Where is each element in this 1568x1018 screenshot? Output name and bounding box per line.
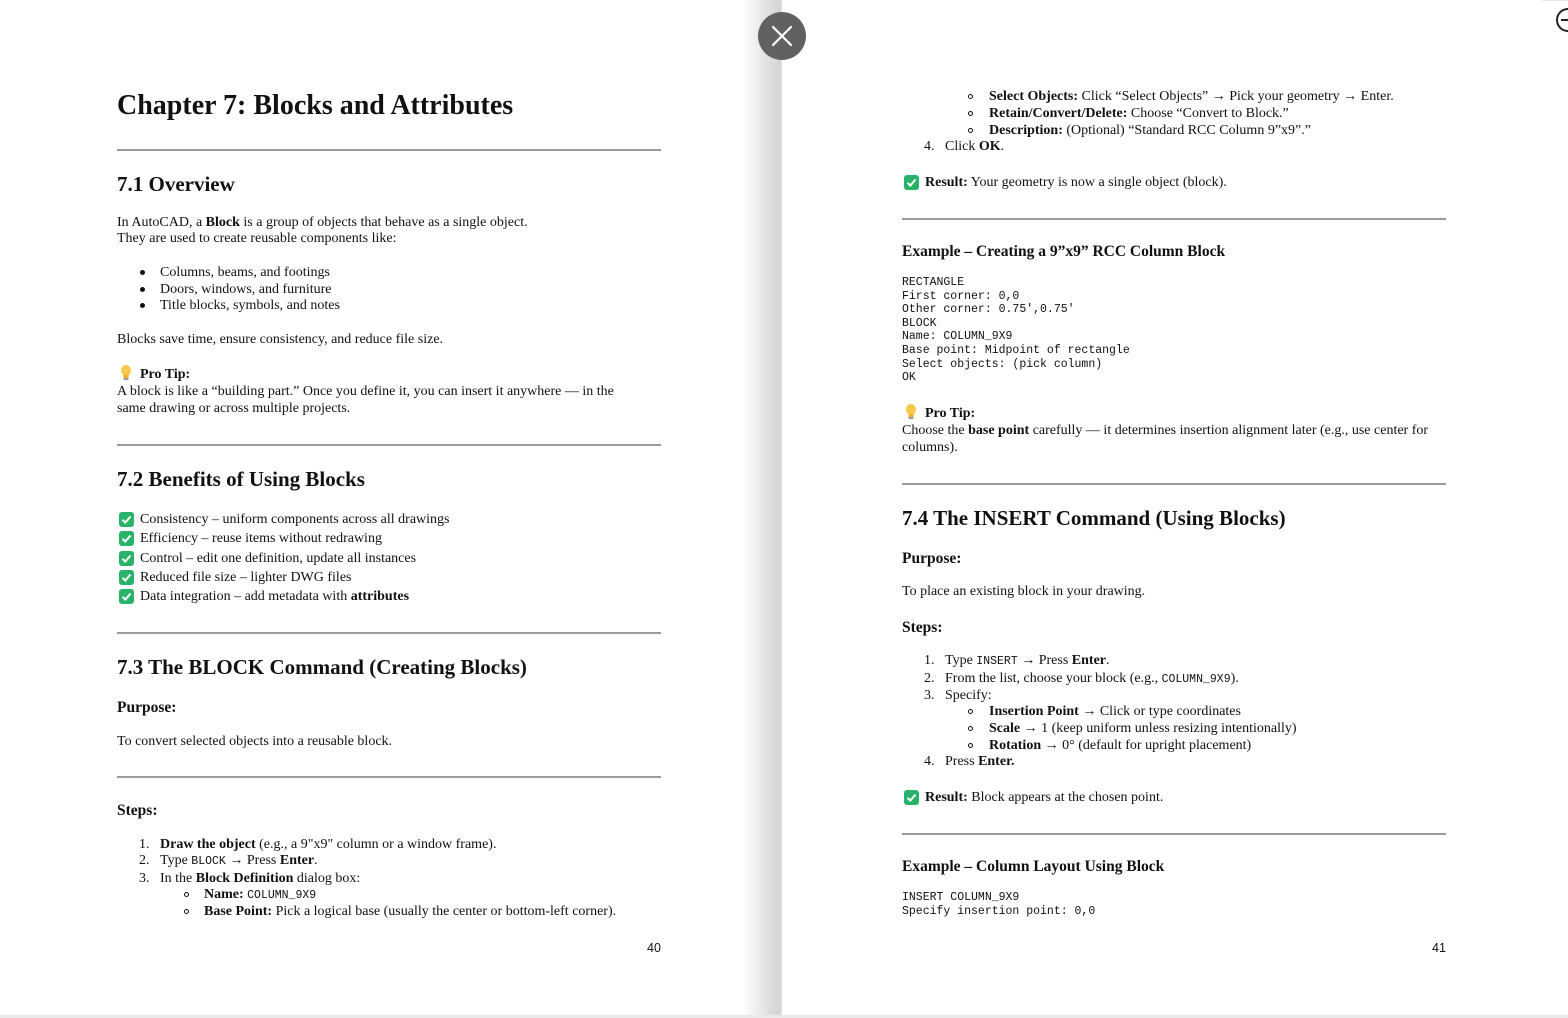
example-1-title: Example – Creating a 9”x9” RCC Column Block	[902, 243, 1226, 260]
sub-step-insertion-point: Insertion Point → Click or type coordinates	[989, 704, 1241, 719]
section-7-2-title: 7.2 Benefits of Using Blocks	[117, 467, 365, 491]
sub-bullet	[968, 726, 973, 731]
section-7-1-title: 7.1 Overview	[117, 172, 235, 196]
sub-bullet	[184, 892, 189, 897]
list-item: Columns, beams, and footings	[160, 265, 330, 280]
sub-bullet	[968, 743, 973, 748]
purpose-heading: Purpose:	[902, 550, 962, 567]
step-number: 3.	[924, 688, 935, 703]
step-3: In the Block Definition dialog box:	[160, 871, 361, 886]
check-icon	[904, 790, 919, 805]
chapter-title: Chapter 7: Blocks and Attributes	[117, 90, 514, 121]
lightbulb-icon	[118, 364, 134, 382]
result-line: Result: Block appears at the chosen point.	[925, 790, 1164, 805]
example-1-code: RECTANGLE First corner: 0,0 Other corner: 0.75′,0.75′ BLOCK Name: COLUMN_9X9 Base point: Midpoint of rectangle Select objects: (pick column) OK	[902, 276, 1130, 385]
step-4: Click OK.	[945, 139, 1005, 154]
sub-step-select-objects: Select Objects: Click “Select Objects” → Pick your geometry → Enter.	[989, 89, 1394, 104]
divider	[902, 833, 1446, 835]
sub-step-scale: Scale → 1 (keep uniform unless resizing intentionally)	[989, 721, 1297, 736]
purpose-text: To convert selected objects into a reusable block.	[117, 734, 393, 749]
bullet	[140, 303, 145, 308]
sub-bullet	[184, 909, 189, 914]
check-icon	[119, 570, 134, 585]
list-item: Title blocks, symbols, and notes	[160, 298, 340, 313]
divider	[902, 218, 1446, 220]
section-7-3-title: 7.3 The BLOCK Command (Creating Blocks)	[117, 655, 527, 679]
divider	[117, 776, 661, 778]
result-line: Result: Your geometry is now a single object (block).	[925, 175, 1227, 190]
purpose-heading: Purpose:	[117, 699, 177, 716]
benefit-item: Efficiency – reuse items without redrawing	[140, 531, 382, 546]
sub-bullet	[968, 111, 973, 116]
overview-intro-line2: They are used to create reusable components like:	[117, 231, 397, 246]
step-number: 1.	[139, 837, 150, 852]
sub-step-retain-convert: Retain/Convert/Delete: Choose “Convert to Block.”	[989, 106, 1289, 121]
insert-step-3: Specify:	[945, 688, 992, 703]
step-number: 1.	[924, 653, 935, 668]
page-number: 40	[647, 941, 661, 955]
check-icon	[119, 589, 134, 604]
overview-summary: Blocks save time, ensure consistency, and reduce file size.	[117, 332, 444, 347]
divider	[902, 483, 1446, 485]
benefit-item: Consistency – uniform components across all drawings	[140, 512, 450, 527]
purpose-text: To place an existing block in your drawing.	[902, 584, 1146, 599]
steps-heading: Steps:	[902, 619, 943, 636]
list-item: Doors, windows, and furniture	[160, 282, 332, 297]
pro-tip-text-line2: columns).	[902, 440, 958, 455]
sub-step-description: Description: (Optional) “Standard RCC Column 9”x9”.”	[989, 123, 1311, 138]
insert-step-1: Type INSERT → Press Enter.	[945, 653, 1110, 668]
step-2: Type BLOCK → Press Enter.	[160, 853, 318, 868]
divider	[117, 632, 661, 634]
page-40	[0, 0, 752, 1015]
check-icon	[119, 512, 134, 527]
page-41	[782, 0, 1542, 1015]
step-number: 4.	[924, 754, 935, 769]
bullet	[140, 270, 145, 275]
step-number: 3.	[139, 871, 150, 886]
benefit-item: Control – edit one definition, update all instances	[140, 551, 417, 566]
pro-tip-label: Pro Tip:	[140, 367, 191, 382]
example-2-title: Example – Column Layout Using Block	[902, 858, 1165, 875]
sub-bullet	[968, 94, 973, 99]
sub-step-base-point: Base Point: Pick a logical base (usually the center or bottom-left corner).	[204, 904, 617, 919]
step-1: Draw the object (e.g., a 9"x9" column or a window frame).	[160, 837, 497, 852]
overview-intro-line1: In AutoCAD, a Block is a group of objects that behave as a single object.	[117, 215, 528, 230]
step-number: 2.	[924, 671, 935, 686]
sub-step-name: Name: COLUMN_9X9	[204, 887, 317, 902]
close-button[interactable]	[758, 12, 806, 60]
steps-heading: Steps:	[117, 802, 158, 819]
sub-step-rotation: Rotation → 0° (default for upright placement)	[989, 738, 1252, 753]
pro-tip-label: Pro Tip:	[925, 406, 976, 421]
bullet	[140, 287, 145, 292]
insert-step-4: Press Enter.	[945, 754, 1015, 769]
close-icon	[771, 25, 793, 47]
insert-step-2: From the list, choose your block (e.g., COLUMN_9X9).	[945, 671, 1239, 686]
check-icon	[119, 551, 134, 566]
page-number: 41	[1432, 941, 1446, 955]
divider	[117, 444, 661, 446]
step-number: 4.	[924, 139, 935, 154]
divider	[117, 149, 661, 151]
example-2-code: INSERT COLUMN_9X9 Specify insertion point: 0,0	[902, 891, 1096, 918]
sub-bullet	[968, 128, 973, 133]
section-7-4-title: 7.4 The INSERT Command (Using Blocks)	[902, 506, 1286, 530]
benefit-item: Data integration – add metadata with attributes	[140, 589, 410, 604]
pro-tip-text-line2: same drawing or across multiple projects.	[117, 401, 351, 416]
lightbulb-icon	[903, 403, 919, 421]
check-icon	[904, 175, 919, 190]
benefit-item: Reduced file size – lighter DWG files	[140, 570, 352, 585]
step-number: 2.	[139, 853, 150, 868]
zoom-out-icon[interactable]	[1556, 8, 1568, 32]
pro-tip-text-line1: A block is like a “building part.” Once you define it, you can insert it anywhere — in the	[117, 384, 614, 399]
sub-bullet	[968, 709, 973, 714]
pro-tip-text-line1: Choose the base point carefully — it determines insertion alignment later (e.g., use center for	[902, 423, 1429, 438]
check-icon	[119, 531, 134, 546]
